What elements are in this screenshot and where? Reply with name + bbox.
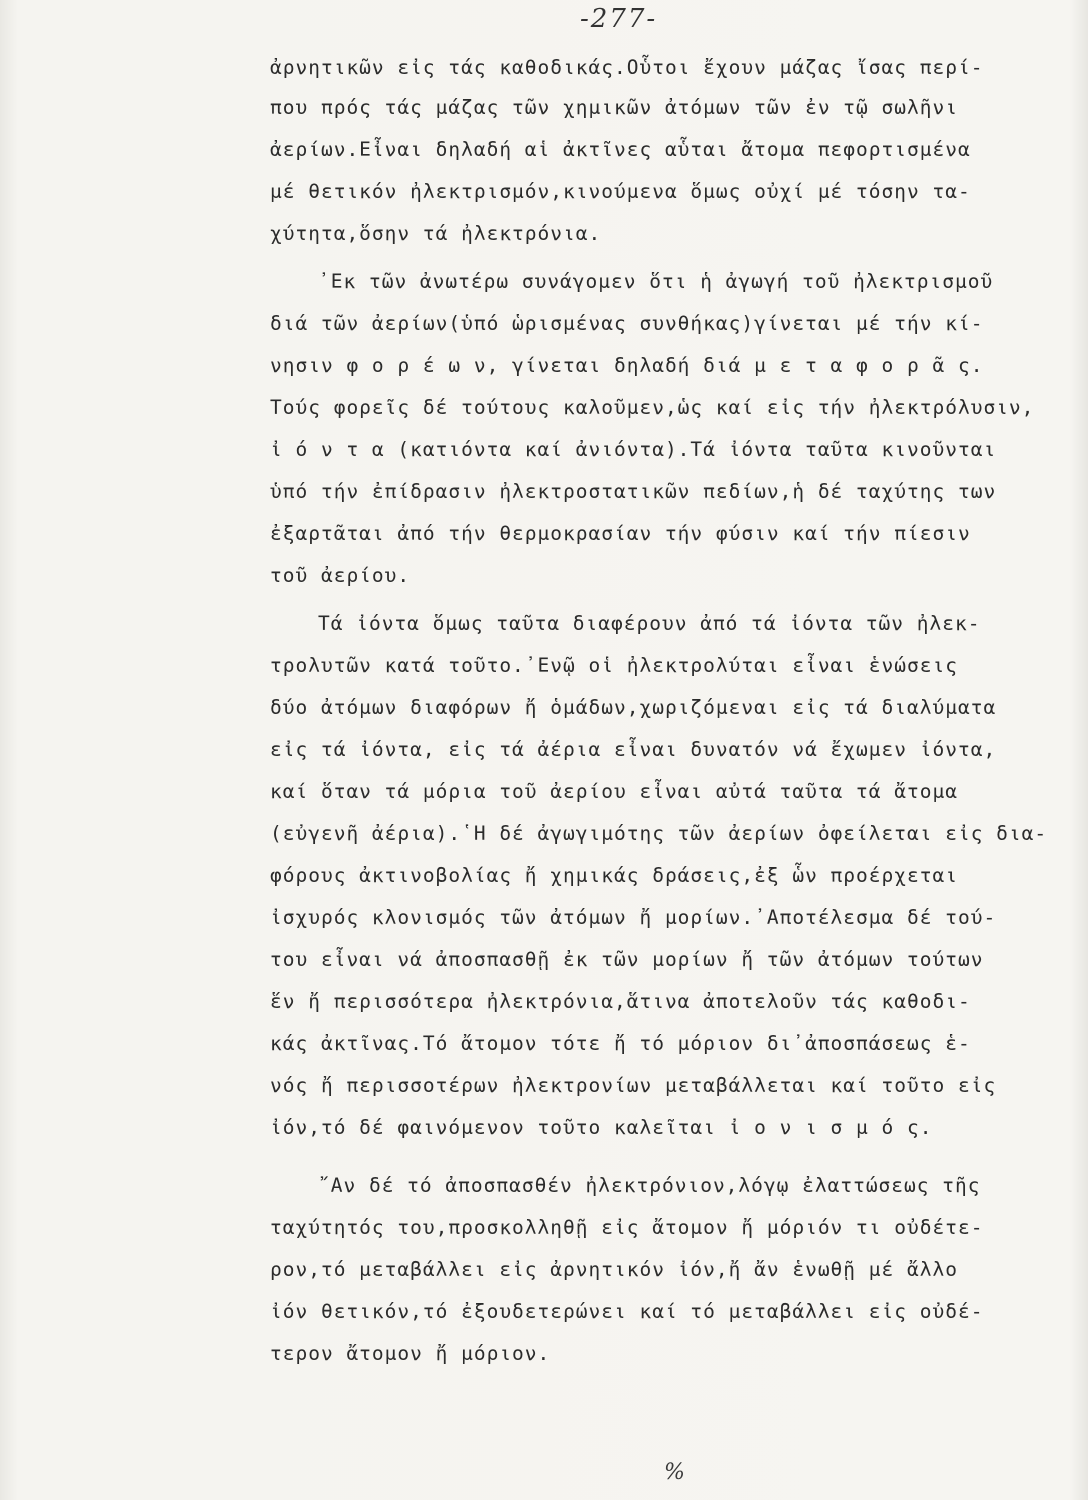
text-line: ἕν ἤ περισσότερα ἠλεκτρόνια,ἅτινα ἀποτελοῦν τάς καθοδι- [270, 990, 971, 1013]
text-line: διά τῶν ἀερίων(ὑπό ὡρισμένας συνθήκας)γίνεται μέ τήν κί- [270, 312, 984, 335]
text-line: ῎Αν δέ τό ἀποσπασθέν ἠλεκτρόνιον,λόγῳ ἐλαττώσεως τῆς [318, 1174, 981, 1197]
page-number: -277- [580, 4, 658, 34]
text-line: καί ὅταν τά μόρια τοῦ ἀερίου εἶναι αὐτά ταῦτα τά ἄτομα [270, 780, 958, 803]
text-line: ὑπό τήν ἐπίδρασιν ἠλεκτροστατικῶν πεδίων,ἡ δέ ταχύτης των [270, 480, 997, 503]
text-line: εἰς τά ἰόντα, εἰς τά ἀέρια εἶναι δυνατόν νά ἔχωμεν ἰόντα, [270, 738, 997, 761]
text-line: νησιν φ ο ρ έ ω ν, γίνεται δηλαδή διά μ ε τ α φ ο ρ ᾶ ς. [270, 354, 984, 377]
text-line: τερον ἄτομον ἤ μόριον. [270, 1342, 551, 1365]
text-line: ταχύτητός του,προσκολληθῇ εἰς ἄτομον ἤ μόριόν τι οὐδέτε- [270, 1216, 984, 1239]
text-line: Τά ἰόντα ὅμως ταῦτα διαφέρουν ἀπό τά ἰόντα τῶν ἠλεκ- [318, 612, 981, 635]
text-line: ἰσχυρός κλονισμός τῶν ἀτόμων ἤ μορίων.᾿Αποτέλεσμα δέ τού- [270, 906, 997, 929]
text-line: ἰ ό ν τ α (κατιόντα καί ἀνιόντα).Τά ἰόντα ταῦτα κινοῦνται [270, 438, 997, 461]
text-line: ἀρνητικῶν εἰς τάς καθοδικάς.Οὗτοι ἔχουν μάζας ἴσας περί- [270, 56, 984, 79]
text-line: ἀερίων.Εἶναι δηλαδή αἱ ἀκτῖνες αὗται ἄτομα πεφορτισμένα [270, 138, 971, 161]
text-line: ρον,τό μεταβάλλει εἰς ἀρνητικόν ἰόν,ἤ ἄν ἑνωθῇ μέ ἄλλο [270, 1258, 958, 1281]
text-line: ἐξαρτᾶται ἀπό τήν θερμοκρασίαν τήν φύσιν καί τήν πίεσιν [270, 522, 971, 545]
text-line: τοῦ ἀερίου. [270, 564, 411, 587]
text-line: νός ἤ περισσοτέρων ἠλεκτρονίων μεταβάλλεται καί τοῦτο εἰς [270, 1074, 997, 1097]
text-line: δύο ἀτόμων διαφόρων ἤ ὁμάδων,χωριζόμεναι εἰς τά διαλύματα [270, 696, 997, 719]
text-line: του εἶναι νά ἀποσπασθῇ ἐκ τῶν μορίων ἤ τῶν ἀτόμων τούτων [270, 948, 984, 971]
text-line: κάς ἀκτῖνας.Τό ἄτομον τότε ἤ τό μόριον δι᾿ἀποσπάσεως ἑ- [270, 1032, 971, 1055]
footer-mark: % [664, 1460, 685, 1485]
text-line: που πρός τάς μάζας τῶν χημικῶν ἀτόμων τῶν ἐν τῷ σωλῆνι [270, 96, 958, 119]
text-line: (εὐγενῆ ἀέρια).῾Η δέ ἀγωγιμότης τῶν ἀερίων ὀφείλεται εἰς δια- [270, 822, 1048, 845]
text-line: φόρους ἀκτινοβολίας ἤ χημικάς δράσεις,ἐξ ὧν προέρχεται [270, 864, 958, 887]
text-line: μέ θετικόν ἠλεκτρισμόν,κινούμενα ὅμως οὐχί μέ τόσην τα- [270, 180, 971, 203]
text-line: ἰόν,τό δέ φαινόμενον τοῦτο καλεῖται ἰ ο ν ι σ μ ό ς. [270, 1116, 933, 1139]
text-line: χύτητα,ὅσην τά ἠλεκτρόνια. [270, 222, 602, 245]
text-line: τρολυτῶν κατά τοῦτο.᾿Ενῷ οἱ ἠλεκτρολύται εἶναι ἑνώσεις [270, 654, 958, 677]
text-line: ἰόν θετικόν,τό ἐξουδετερώνει καί τό μεταβάλλει εἰς οὐδέ- [270, 1300, 984, 1323]
text-line: Τούς φορεῖς δέ τούτους καλοῦμεν,ὡς καί εἰς τήν ἠλεκτρόλυσιν, [270, 396, 1035, 419]
text-line: ᾿Εκ τῶν ἀνωτέρω συνάγομεν ὅτι ἡ ἀγωγή τοῦ ἠλεκτρισμοῦ [318, 270, 994, 293]
